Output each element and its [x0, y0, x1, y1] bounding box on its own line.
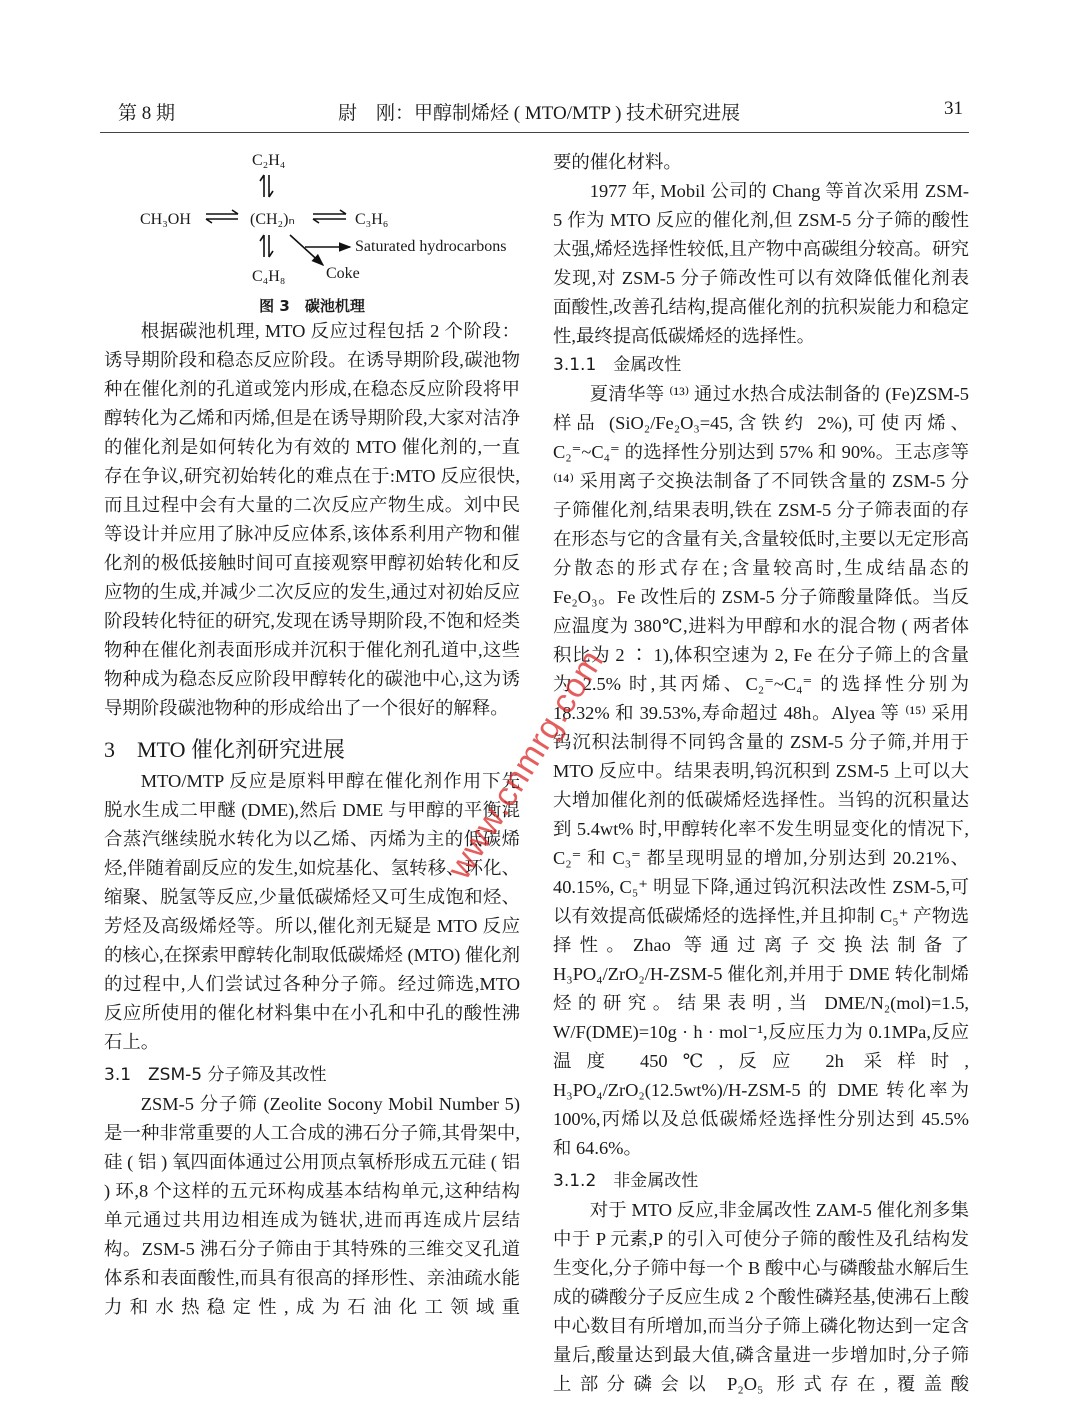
- issue-number: 第 8 期: [118, 103, 176, 124]
- ch3oh-label: CH₃OH: [140, 211, 191, 228]
- figure-caption: 图 3 碳池机理: [259, 297, 365, 315]
- paragraph-mobil-1977: 1977 年, Mobil 公司的 Chang 等首次采用 ZSM-5 作为 MTO 反应的催化剂,但 ZSM-5 分子筛的酸性太强,烯烃选择性较低,且产物中高碳组分较高。研究发现,对 ZSM-5 分子筛改性可以有效降低催化剂表面酸性,改善孔结构,提高催化剂的抗积炭能力和稳定性,最终提高低碳烯烃的选择性。: [553, 181, 969, 346]
- paragraph-metal-modification: 夏清华等 ⁽¹³⁾ 通过水热合成法制备的 (Fe)ZSM-5 样品 (SiO₂/Fe₂O₃=45,含铁约 2%),可使丙烯、C₂⁼~C₄⁼ 的选择性分别达到 57% 和 90%。王志彦等 ⁽¹⁴⁾ 采用离子交换法制备了不同铁含量的 ZSM-5 分子筛催化剂,结果表明,铁在 ZSM-5 分子筛表面的存在形态与它的含量有关,含量较低时,主要以无定形高分散态的形式存在;含量较高时,生成结晶态的 Fe₂O₃。Fe 改性后的 ZSM-5 分子筛酸量降低。当反应温度为 380℃,进料为甲醇和水的混合物 ( 两者体积比为 2 ∶ 1),体积空速为 2, Fe 在分子筛上的含量为 2.5% 时,其丙烯、C₂⁼~C₄⁼ 的选择性分别为 18.32% 和 39.53%,寿命超过 48h。Alyea 等 ⁽¹⁵⁾ 采用钨沉积法制得不同钨含量的 ZSM-5 分子筛,并用于 MTO 反应中。结果表明,钨沉积到 ZSM-5 上可以大大增加催化剂的低碳烯烃选择性。当钨的沉积量达到 5.4wt% 时,甲醇转化率不发生明显变化的情况下, C₂⁼ 和 C₃⁼ 都呈现明显的增加,分别达到 20.21%、40.15%, C₅⁺ 明显下降,通过钨沉积法改性 ZSM-5,可以有效提高低碳烯烃的选择性,并且抑制 C₅⁺ 产物选择性。Zhao 等通过离子交换法制备了 H₃PO₄/ZrO₂/H-ZSM-5 催化剂,并用于 DME 转化制烯烃的研究。结果表明,当 DME/N₂(mol)=1.5, W/F(DME)=10g · h · mol⁻¹,反应压力为 0.1MPa,反应温度 450℃,反应 2h 采样时, H₃PO₄/ZrO₂(12.5wt%)/H-ZSM-5 的 DME 转化率为 100%,丙烯以及总低碳烯烃选择性分别达到 45.5% 和 64.6%。: [553, 384, 969, 1158]
- section-3-1-2-heading: 3.1.2 非金属改性: [553, 1171, 699, 1191]
- paragraph-mto-catalysts: MTO/MTP 反应是原料甲醇在催化剂作用下先脱水生成二甲醚 (DME),然后 DME 与甲醇的平衡混合蒸汽继续脱水转化为以乙烯、丙烯为主的低碳烯烃,伴随着副反应的发生,如烷基化、氢转移、环化、缩聚、脱氢等反应,少量低碳烯烃又可生成饱和烃、芳烃及高级烯烃等。所以,催化剂无疑是 MTO 反应的核心,在探索甲醇转化制取低碳烯烃 (MTO) 催化剂的过程中,人们尝试过各种分子筛。经过筛选,MTO 反应所使用的催化材料集中在小孔和中孔的酸性沸石上。: [104, 771, 520, 1052]
- right-column: [553, 148, 969, 1399]
- section-3-1-1-heading: 3.1.1 金属改性: [553, 355, 682, 375]
- page-number: 31: [944, 98, 963, 119]
- watermark: www.cnmrg.com: [440, 642, 612, 886]
- section-3-1-heading: 3.1 ZSM-5 分子筛及其改性: [104, 1065, 327, 1085]
- paragraph-zsm5: ZSM-5 分子筛 (Zeolite Socony Mobil Number 5) 是一种非常重要的人工合成的沸石分子筛,其骨架中,硅 ( 铝 ) 氧四面体通过公用顶点氧桥形成五元硅 ( 铝 ) 环,8 个这样的五元环构成基本结构单元,这种结构单元通过共用边相连成为链状,进而再连成片层结构。ZSM-5 沸石分子筛由于其特殊的三维交叉孔道体系和表面酸性,而具有很高的择形性、亲油疏水能力和水热稳定性,成为石油化工领域重: [104, 1094, 520, 1317]
- paragraph-carbon-pool: 根据碳池机理, MTO 反应过程包括 2 个阶段：诱导期阶段和稳态反应阶段。在诱导期阶段,碳池物种在催化剂的孔道或笼内形成,在稳态反应阶段将甲醇转化为乙烯和丙烯,但是在诱导期阶段,大家对洁净的催化剂是如何转化为有效的 MTO 催化剂的,一直存在争议,研究初始转化的难点在于:MTO 反应很快,而且过程中会有大量的二次反应产物生成。刘中民等设计并应用了脉冲反应体系,该体系利用产物和催化剂的极低接触时间可直接观察甲醇初始转化和反应物的生成,并减少二次反应的发生,通过对初始反应阶段转化特征的研究,发现在诱导期阶段,不饱和烃类物种在催化剂表面形成并沉积于催化剂孔道中,这些物种成为稳态反应阶段甲醇转化的碳池中心,这为诱导期阶段碳池物种的形成给出了一个很好的解释。: [104, 321, 520, 718]
- carbon-pool-diagram: [130, 145, 540, 295]
- section-3-heading: 3 MTO 催化剂研究进展: [104, 737, 345, 762]
- ch2n-label: (CH₂)ₙ: [250, 211, 295, 228]
- paragraph-nonmetal-modification: 对于 MTO 反应,非金属改性 ZAM-5 催化剂多集中于 P 元素,P 的引入可使分子筛的酸性及孔结构发生变化,分子筛中每一个 B 酸中心与磷酸盐水解后生成的磷酸分子反应生成 2 个酸性磷羟基,使沸石上酸中心数目有所增加,而当分子筛上磷化物达到一定含量后,酸量达到最大值,磷含量进一步增加时,分子筛上部分磷会以 P₂O₅ 形式存在,覆盖酸: [553, 1200, 969, 1394]
- saturated-hydrocarbons-label: Saturated hydrocarbons: [355, 238, 507, 255]
- c3h6-label: C₃H₆: [355, 211, 389, 228]
- running-title: 尉 刚：甲醇制烯烃 ( MTO/MTP ) 技术研究进展: [338, 103, 741, 124]
- coke-label: Coke: [326, 265, 360, 282]
- paragraph-continued: 要的催化材料。: [553, 152, 682, 172]
- c2h4-label: C₂H₄: [252, 152, 286, 169]
- c4h8-label: C₄H₈: [252, 268, 286, 285]
- header-rule: [100, 132, 969, 133]
- left-column: [104, 317, 520, 1322]
